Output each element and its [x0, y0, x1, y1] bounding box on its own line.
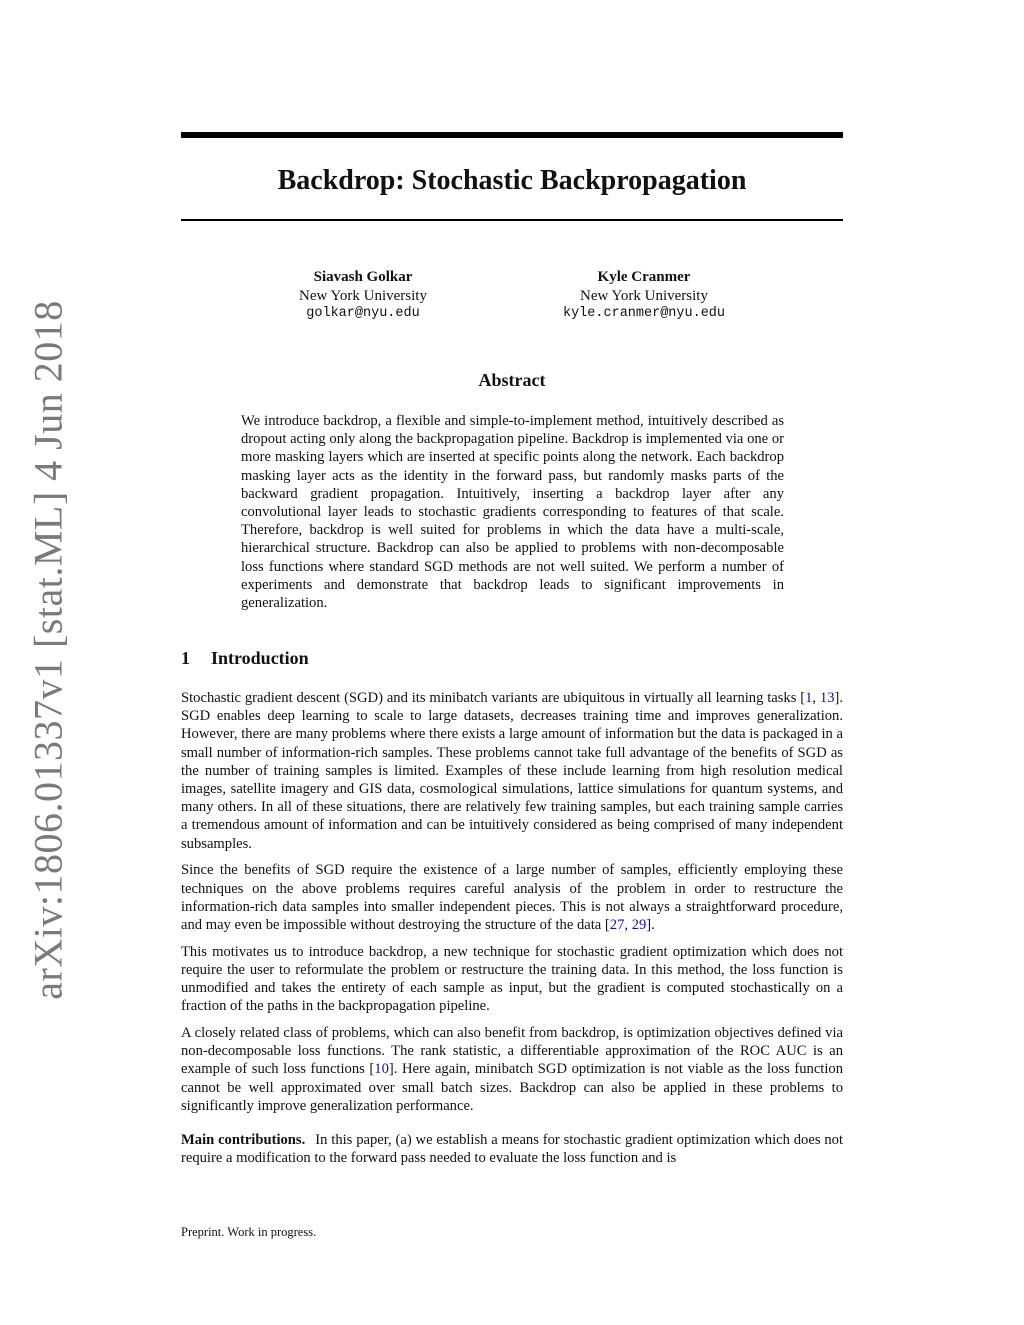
title-bottom-rule	[181, 219, 843, 221]
section-number: 1	[181, 648, 190, 668]
author-affiliation: New York University	[580, 287, 708, 304]
paper-title: Backdrop: Stochastic Backpropagation	[277, 165, 747, 196]
author-name: Kyle Cranmer	[597, 269, 691, 285]
citation-link[interactable]: 27	[609, 916, 625, 933]
arxiv-identifier-stamp: arXiv:1806.01337v1 [stat.ML] 4 Jun 2018	[25, 300, 71, 1000]
citation-separator: ,	[624, 916, 632, 933]
section-heading-introduction	[181, 648, 309, 669]
paragraph-text: Since the benefits of SGD require the existence of a large number of samples, efficiently employing these techniques on the above problems requires careful analysis of the problem in order to restructure the information-rich data samples into smaller independent pieces. This is not always a straightforward procedure, and may even be impossible without destroying the structure of the data [	[181, 862, 843, 933]
paragraph-4	[181, 1024, 843, 1115]
paragraph-3: This motivates us to introduce backdrop, a new technique for stochastic gradient optimization which does not require the user to reformulate the problem or restructure the training data. In this method, the loss function is unmodified and takes the entirety of each sample as input, but the gradient is computed stochastically on a fraction of the paths in the backpropagation pipeline.	[181, 943, 843, 1015]
paragraph-main-contributions	[181, 1131, 843, 1167]
author-email: kyle.cranmer@nyu.edu	[562, 306, 726, 321]
author-affiliation: New York University	[299, 287, 427, 304]
citation-separator: ,	[812, 690, 820, 706]
preprint-footnote: Preprint. Work in progress.	[181, 1225, 317, 1239]
author-block-2	[494, 268, 794, 324]
abstract-heading: Abstract	[478, 370, 546, 390]
citation-link[interactable]: 29	[631, 916, 647, 933]
abstract-text: We introduce backdrop, a flexible and simple-to-implement method, intuitively described as dropout acting only along the backpropagation pipeline. Backdrop is implemented via one or more masking layers which are inserted at specific points along the network. Each backdrop masking layer acts as the identity in the forward pass, but randomly masks parts of the backward gradient propagation. Intuitively, inserting a backdrop layer after any convolutional layer leads to stochastic gradients corresponding to features of that scale. Therefore, backdrop is well suited for problems in which the data have a multi-scale, hierarchical structure. Backdrop can also be applied to problems with non-decomposable loss functions where standard SGD methods are not well suited. We perform a number of experiments and demonstrate that backdrop leads to significant improvements in generalization.	[241, 413, 784, 612]
citation-link[interactable]: 1	[805, 690, 813, 706]
paragraph-text: Stochastic gradient descent (SGD) and its minibatch variants are ubiquitous in virtually all learning tasks [	[181, 690, 806, 706]
section-title: Introduction	[211, 648, 309, 668]
paragraph-text: A closely related class of problems, which can also benefit from backdrop, is optimization objectives defined via non-decomposable loss functions. The rank statistic, a differentiable approximation of the ROC AUC is an example of such loss functions [	[181, 1024, 843, 1078]
introduction-body	[181, 689, 843, 1176]
paragraph-1	[181, 689, 843, 853]
paragraph-text: ]. Here again, minibatch SGD optimization is not viable as the loss function cannot be well approximated over small batch sizes. Backdrop can also be applied in these problems to significantly improve generalization performance.	[181, 1061, 843, 1114]
paragraph-heading: Main contributions.	[181, 1131, 306, 1148]
paragraph-text: In this paper, (a) we establish a means for stochastic gradient optimization which does not require a modification to the forward pass needed to evaluate the loss function and is	[181, 1131, 843, 1167]
paragraph-text: ].	[646, 916, 655, 933]
citation-link[interactable]: 13	[819, 690, 835, 706]
paragraph-2	[181, 861, 843, 934]
paragraph-text: ]. SGD enables deep learning to scale to large datasets, decreases training time and improves generalization. However, there are many problems where there exists a large amount of information but the data is packaged in a small number of information-rich samples. These problems cannot take full advantage of the benefits of SGD as the number of training samples is limited. Examples of these include learning from high resolution medical images, satellite imagery and GIS data, cosmological simulations, lattice simulations for quantum systems, and many others. In all of these situations, there are relatively few training samples, but each training sample carries a tremendous amount of information and can be intuitively considered as being comprised of many independent subsamples.	[181, 690, 843, 852]
author-name: Siavash Golkar	[313, 269, 413, 285]
citation-link[interactable]: 10	[374, 1061, 389, 1078]
title-top-rule	[181, 132, 843, 138]
author-email: golkar@nyu.edu	[306, 306, 420, 321]
author-block-1	[213, 268, 513, 324]
